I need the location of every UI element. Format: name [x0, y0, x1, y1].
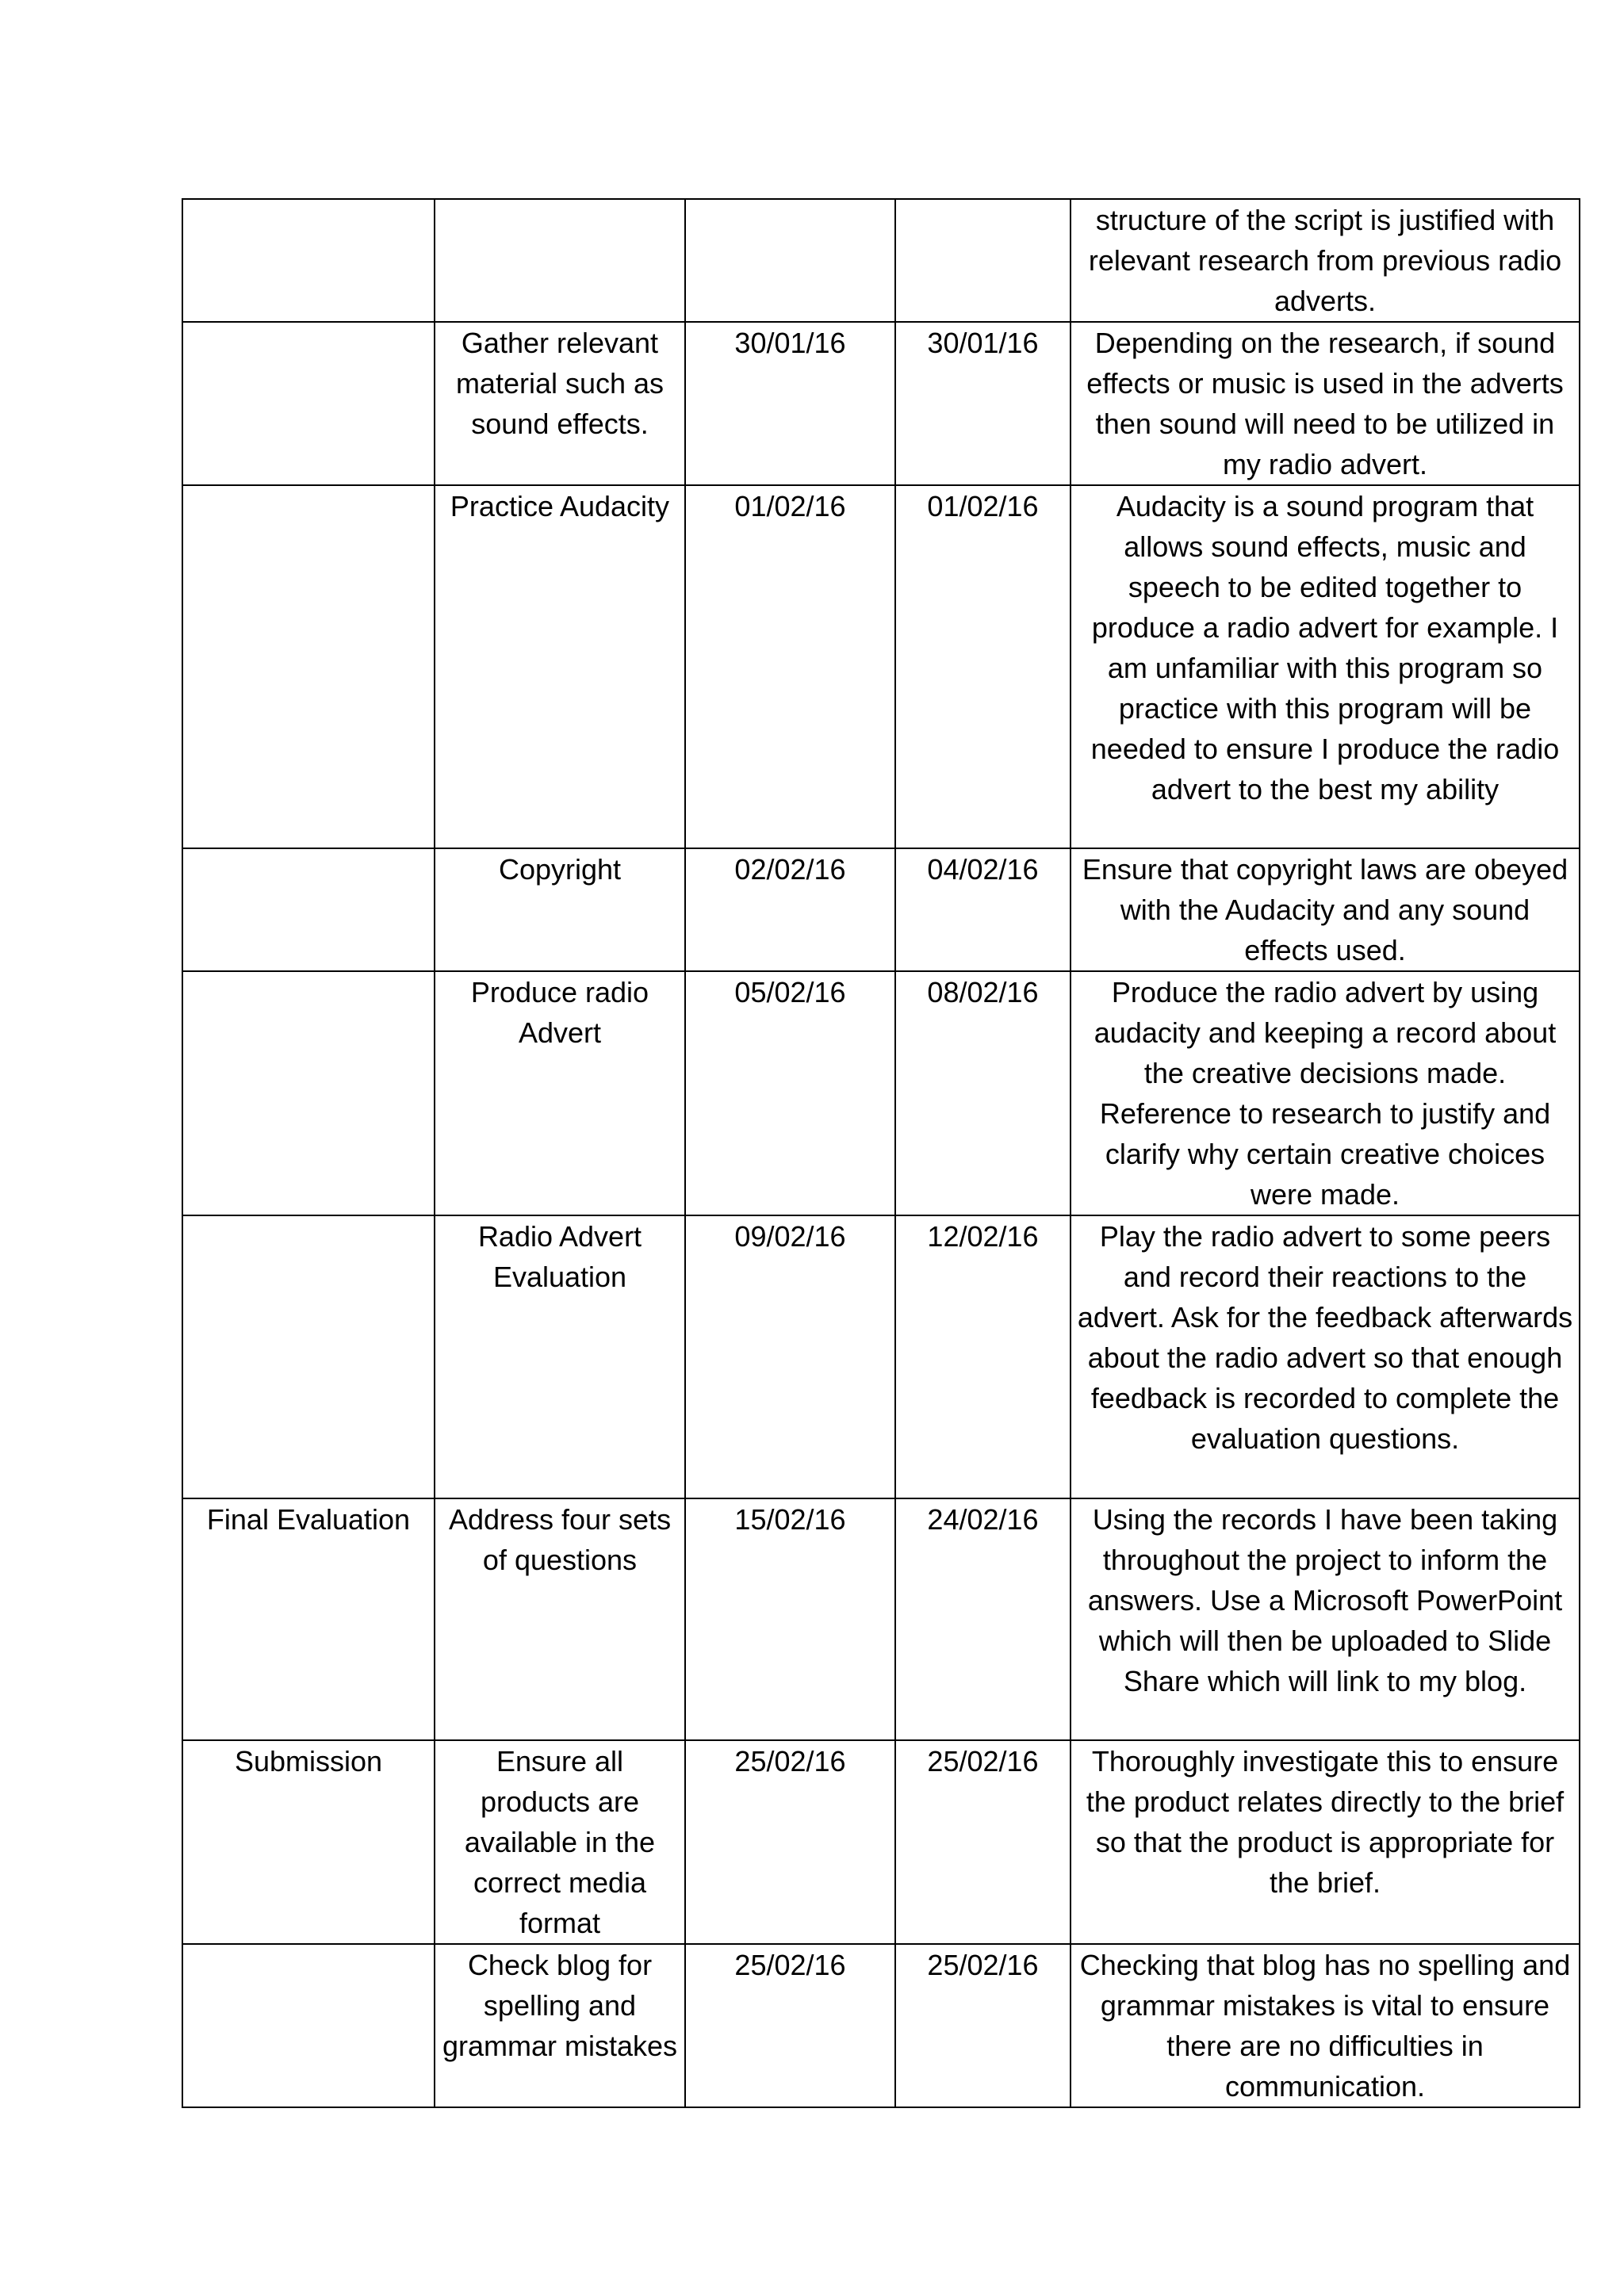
description-cell: Play the radio advert to some peers and record their reactions to the advert. Ask for the feedback afterwards about the radio advert so that enough feedback is recorded to complete the evaluation questions. [1071, 1215, 1580, 1498]
task-cell: Practice Audacity [435, 485, 685, 848]
start-date-cell: 25/02/16 [685, 1944, 895, 2107]
description-cell: Using the records I have been taking throughout the project to inform the answers. Use a Microsoft PowerPoint which will then be uploaded to Slide Share which will link to my blog. [1071, 1498, 1580, 1740]
description-cell: structure of the script is justified with relevant research from previous radio adverts. [1071, 199, 1580, 322]
start-date-cell [685, 199, 895, 322]
task-cell: Produce radio Advert [435, 971, 685, 1215]
end-date-cell: 25/02/16 [895, 1944, 1071, 2107]
task-cell: Copyright [435, 848, 685, 971]
table-row [182, 848, 1580, 971]
end-date-cell: 08/02/16 [895, 971, 1071, 1215]
table-row [182, 971, 1580, 1215]
stage-cell: Submission [182, 1740, 435, 1944]
description-cell: Produce the radio advert by using audacity and keeping a record about the creative decisions made. Reference to research to justify and clarify why certain creative choices were made. [1071, 971, 1580, 1215]
table-row [182, 199, 1580, 322]
task-cell: Gather relevant material such as sound effects. [435, 322, 685, 485]
task-cell: Address four sets of questions [435, 1498, 685, 1740]
production-schedule-table [182, 198, 1580, 2108]
end-date-cell: 24/02/16 [895, 1498, 1071, 1740]
start-date-cell: 01/02/16 [685, 485, 895, 848]
table-row [182, 322, 1580, 485]
task-cell: Ensure all products are available in the correct media format [435, 1740, 685, 1944]
end-date-cell: 04/02/16 [895, 848, 1071, 971]
description-cell: Audacity is a sound program that allows sound effects, music and speech to be edited together to produce a radio advert for example. I am unfamiliar with this program so practice with this program will be needed to ensure I produce the radio advert to the best my ability [1071, 485, 1580, 848]
description-cell: Ensure that copyright laws are obeyed with the Audacity and any sound effects used. [1071, 848, 1580, 971]
stage-cell [182, 848, 435, 971]
end-date-cell: 30/01/16 [895, 322, 1071, 485]
stage-cell [182, 1215, 435, 1498]
description-cell: Checking that blog has no spelling and grammar mistakes is vital to ensure there are no difficulties in communication. [1071, 1944, 1580, 2107]
description-cell: Depending on the research, if sound effects or music is used in the adverts then sound will need to be utilized in my radio advert. [1071, 322, 1580, 485]
stage-cell [182, 1944, 435, 2107]
table-row [182, 1498, 1580, 1740]
start-date-cell: 25/02/16 [685, 1740, 895, 1944]
stage-cell [182, 485, 435, 848]
end-date-cell [895, 199, 1071, 322]
stage-cell [182, 971, 435, 1215]
task-cell: Radio Advert Evaluation [435, 1215, 685, 1498]
start-date-cell: 30/01/16 [685, 322, 895, 485]
end-date-cell: 12/02/16 [895, 1215, 1071, 1498]
table-row [182, 1215, 1580, 1498]
start-date-cell: 05/02/16 [685, 971, 895, 1215]
stage-cell [182, 199, 435, 322]
start-date-cell: 02/02/16 [685, 848, 895, 971]
stage-cell [182, 322, 435, 485]
table-row [182, 1944, 1580, 2107]
task-cell: Check blog for spelling and grammar mistakes [435, 1944, 685, 2107]
stage-cell: Final Evaluation [182, 1498, 435, 1740]
end-date-cell: 01/02/16 [895, 485, 1071, 848]
start-date-cell: 09/02/16 [685, 1215, 895, 1498]
table-row [182, 485, 1580, 848]
description-cell: Thoroughly investigate this to ensure the product relates directly to the brief so that the product is appropriate for the brief. [1071, 1740, 1580, 1944]
table-row [182, 1740, 1580, 1944]
start-date-cell: 15/02/16 [685, 1498, 895, 1740]
task-cell [435, 199, 685, 322]
end-date-cell: 25/02/16 [895, 1740, 1071, 1944]
